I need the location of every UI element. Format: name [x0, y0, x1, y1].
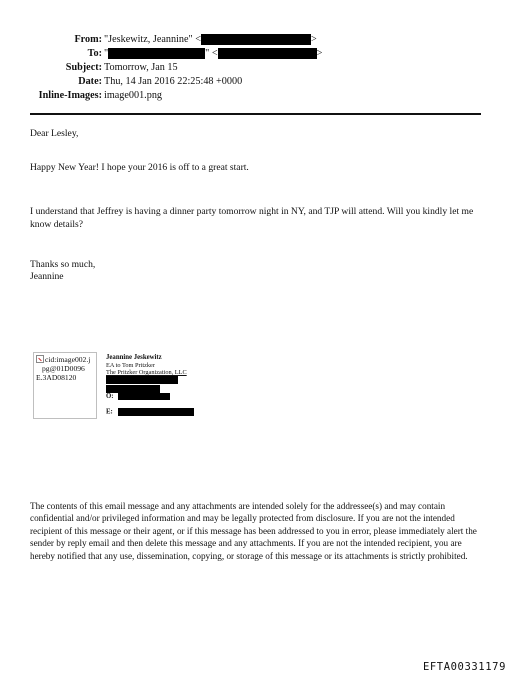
date-value: Thu, 14 Jan 2016 22:25:48 +0000 [104, 76, 243, 87]
date-row [0, 75, 512, 89]
paragraph-2: I understand that Jeffrey is having a dinner party tomorrow night in NY, and TJP will attend. Will you kindly let me know details? [30, 206, 474, 230]
image-alt-line: pg@01D0096 [42, 364, 85, 373]
closing-name: Jeannine [30, 271, 64, 282]
to-value [104, 47, 322, 61]
to-mid: " < [205, 48, 218, 59]
signature-email-row [106, 408, 194, 416]
inline-images-value: image001.png [104, 90, 163, 101]
redaction-block [106, 385, 160, 393]
subject-row [0, 61, 512, 75]
to-close: > [316, 48, 323, 59]
redaction-block [118, 393, 170, 400]
document-id: EFTA00331179 [422, 661, 506, 673]
office-label: O: [106, 393, 114, 401]
email-label: E: [106, 408, 113, 416]
subject-value: Tomorrow, Jan 15 [104, 62, 178, 73]
from-name: "Jeskewitz, Jeannine" < [104, 34, 201, 45]
signature-redacted-line [106, 376, 178, 384]
closing-thanks: Thanks so much, [30, 259, 96, 270]
greeting: Dear Lesley, [30, 128, 79, 139]
inline-images-row [0, 89, 512, 103]
to-row [0, 47, 512, 61]
signature-title: EA to Tom Pritzker [106, 362, 155, 369]
to-label: To: [87, 48, 102, 59]
image-alt-line: cid:image002.j [45, 355, 91, 364]
image-alt-line: E.3AD08120 [36, 373, 77, 382]
redaction-block [201, 34, 311, 45]
signature-redacted-line [106, 385, 160, 393]
signature-org: The Pritzker Organization, LLC [106, 369, 187, 376]
redaction-block [108, 48, 205, 59]
header-divider [30, 113, 481, 115]
broken-image-icon [36, 355, 44, 363]
from-close: > [310, 34, 317, 45]
to-open: " [104, 48, 109, 59]
from-row [0, 33, 512, 47]
date-label: Date: [78, 76, 102, 87]
redaction-block [118, 408, 194, 416]
redaction-block [106, 376, 178, 384]
paragraph-1: Happy New Year! I hope your 2016 is off to a great start. [30, 162, 249, 173]
signature-name: Jeannine Jeskewitz [106, 354, 162, 361]
signature-office-row [106, 393, 170, 400]
redaction-block [218, 48, 317, 59]
subject-label: Subject: [65, 62, 102, 73]
from-value [104, 33, 317, 47]
from-label: From: [74, 34, 102, 45]
signature-image-placeholder [33, 352, 97, 419]
confidentiality-disclaimer: The contents of this email message and any attachments are intended solely for the addressee(s) and may contain confidential and/or privileged information and may be legally protected from disclosure. If you are not the intended recipient of this message or their agent, or if this message has been addressed to you in error, please immediately alert the sender by reply email and then delete this message and any attachments. If you are not the intended recipient, you are hereby notified that any use, dissemination, copying, or storage of this message or its attachments is strictly prohibited. [30, 501, 477, 561]
inline-images-label: Inline-Images: [38, 90, 102, 101]
